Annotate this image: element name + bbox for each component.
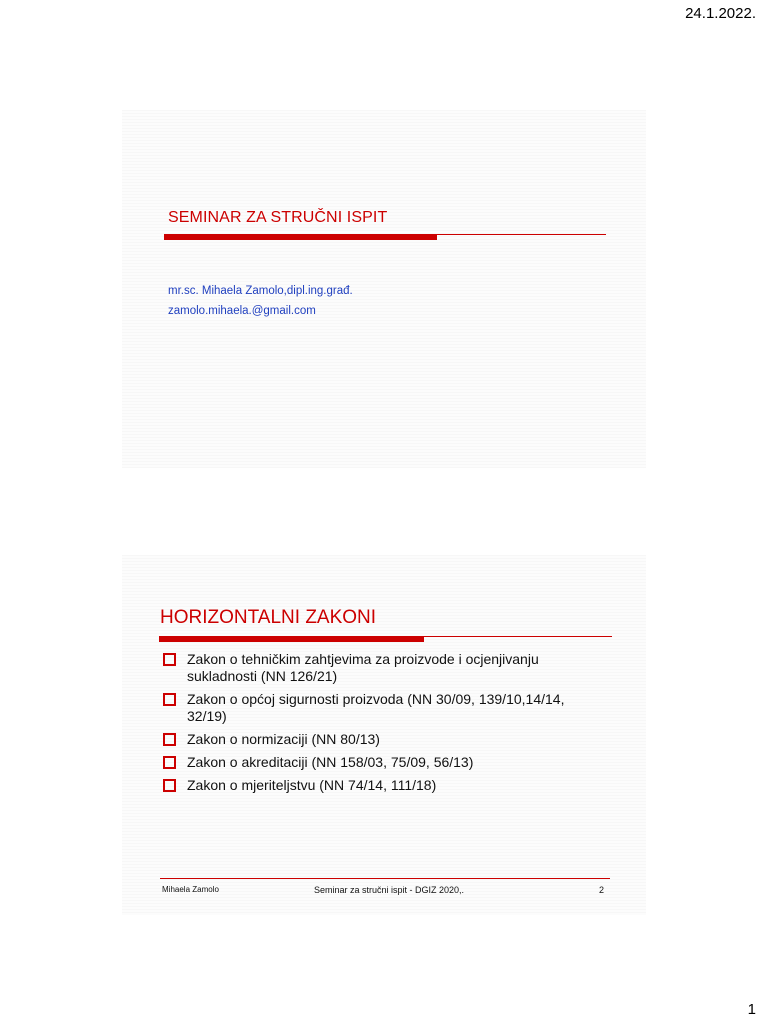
slide-1 bbox=[122, 110, 646, 468]
list-item bbox=[162, 691, 592, 725]
list-item bbox=[162, 754, 592, 771]
slide-2-title: HORIZONTALNI ZAKONI bbox=[160, 607, 377, 628]
list-item-text: Zakon o općoj sigurnosti proizvoda (NN 30/09, 139/10,14/14, 32/19) bbox=[187, 691, 565, 724]
slide-2-footer-title: Seminar za stručni ispit - DGIZ 2020,. bbox=[314, 885, 465, 895]
square-bullet-icon bbox=[163, 733, 176, 746]
slide-1-author: mr.sc. Mihaela Zamolo,dipl.ing.građ. bbox=[168, 285, 353, 297]
slide-1-title-underline-thin bbox=[437, 234, 606, 235]
square-bullet-icon bbox=[163, 693, 176, 706]
list-item-text: Zakon o tehničkim zahtjevima za proizvode i ocjenjivanju sukladnosti (NN 126/21) bbox=[187, 651, 539, 684]
slide-1-title: SEMINAR ZA STRUČNI ISPIT bbox=[168, 209, 388, 226]
slide-2-footer-number: 2 bbox=[599, 885, 605, 895]
slide-2-footer-divider bbox=[160, 878, 610, 879]
list-item-text: Zakon o mjeriteljstvu (NN 74/14, 111/18) bbox=[187, 777, 437, 793]
list-item-text: Zakon o normizaciji (NN 80/13) bbox=[187, 731, 380, 747]
slide-2 bbox=[122, 555, 646, 915]
slide-2-footer-author: Mihaela Zamolo bbox=[162, 885, 219, 894]
slide-2-title-underline-thick bbox=[159, 636, 424, 642]
square-bullet-icon bbox=[163, 653, 176, 666]
list-item bbox=[162, 777, 592, 794]
page-date: 24.1.2022. bbox=[685, 5, 756, 22]
list-item bbox=[162, 731, 592, 748]
slide-2-title-underline-thin bbox=[424, 636, 612, 637]
law-list bbox=[162, 651, 592, 800]
page-number: 1 bbox=[747, 1001, 756, 1018]
square-bullet-icon bbox=[163, 756, 176, 769]
slide-1-email[interactable]: zamolo.mihaela.@gmail.com bbox=[168, 305, 316, 317]
slide-1-title-underline-thick bbox=[164, 234, 437, 240]
list-item-text: Zakon o akreditaciji (NN 158/03, 75/09, 56/13) bbox=[187, 754, 474, 770]
square-bullet-icon bbox=[163, 779, 176, 792]
list-item bbox=[162, 651, 592, 685]
